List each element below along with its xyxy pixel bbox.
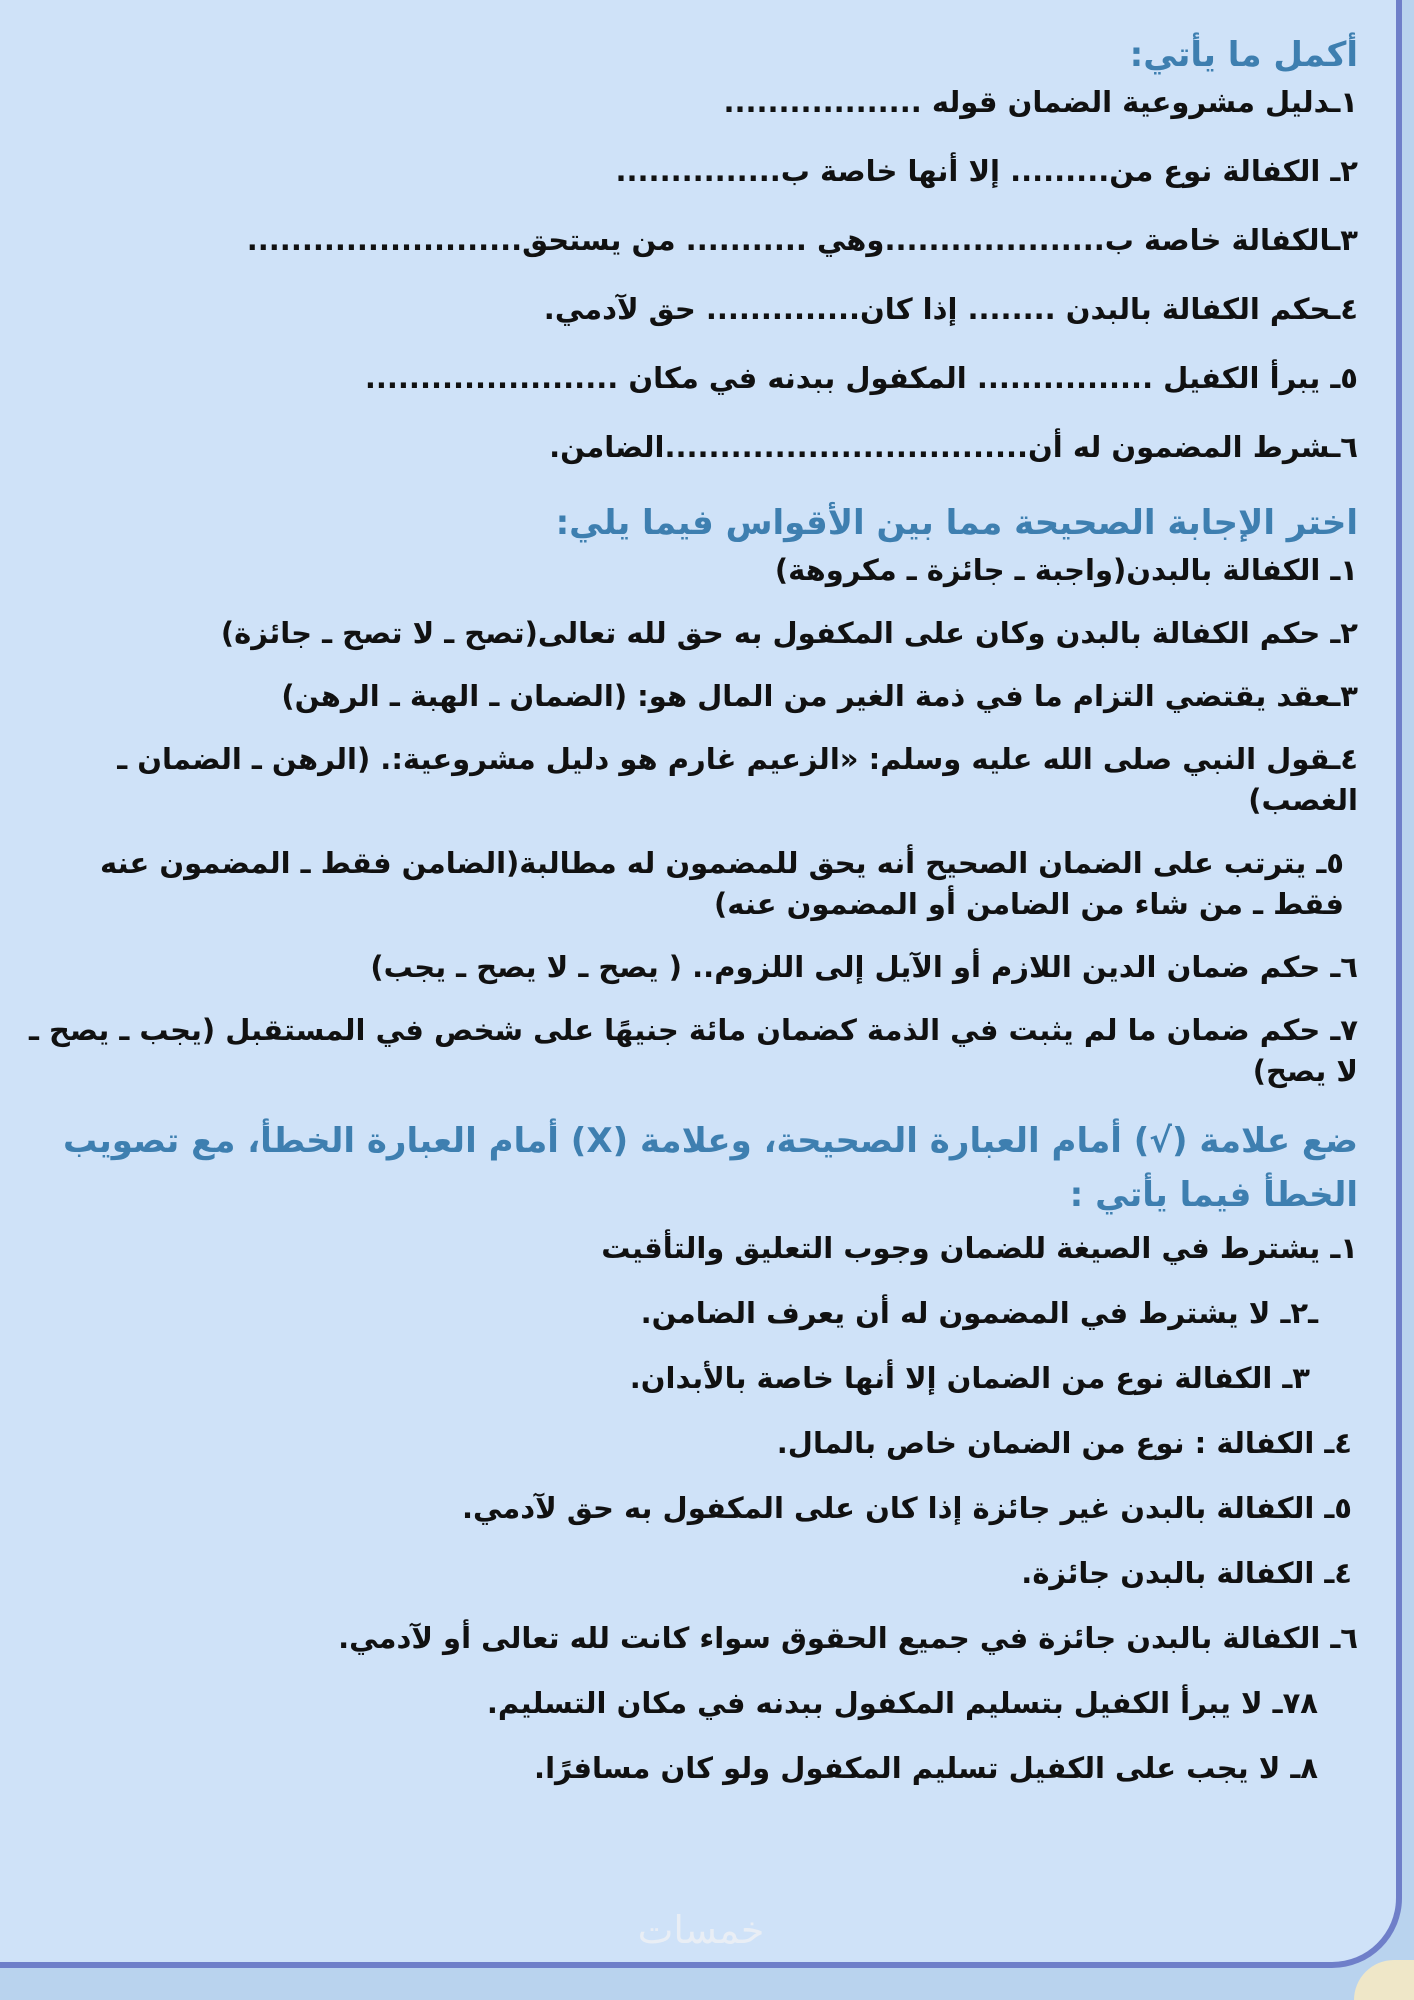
- statement-line: ٤ـ الكفالة بالبدن جائزة.: [1021, 1556, 1352, 1590]
- question-line: ٦ـشرط المضمون له أن.................................الضامن.: [549, 430, 1358, 464]
- watermark-text: خمسات: [637, 1908, 765, 1952]
- question-line: ٤ـحكم الكفالة بالبدن ........ إذا كان.............. حق لآدمي.: [543, 292, 1358, 326]
- question-line: ٣ـعقد يقتضي التزام ما في ذمة الغير من المال هو: (الضمان ـ الهبة ـ الرهن): [281, 679, 1358, 713]
- statement-line: ٥ـ الكفالة بالبدن غير جائزة إذا كان على المكفول به حق لآدمي.: [461, 1491, 1352, 1525]
- statement-line: ٧٨ـ لا يبرأ الكفيل بتسليم المكفول ببدنه في مكان التسليم.: [486, 1686, 1318, 1720]
- section-multiple-choice: [28, 496, 1358, 1092]
- question-line: ٥ـ يبرأ الكفيل ................ المكفول ببدنه في مكان .......................: [364, 361, 1358, 395]
- statement-line: ١ـ يشترط في الصيغة للضمان وجوب التعليق والتأقيت: [601, 1231, 1358, 1265]
- statement-line: ـ٢ـ لا يشترط في المضمون له أن يعرف الضامن.: [640, 1296, 1318, 1330]
- section-heading: ضع علامة (√) أمام العبارة الصحيحة، وعلامة (X) أمام العبارة الخطأ، مع تصويب الخطأ فيما يأتي :: [62, 1121, 1358, 1215]
- question-line: ٣ـالكفالة خاصة ب....................وهي ........... من يستحق.........................: [246, 223, 1358, 257]
- question-line: ٦ـ حكم ضمان الدين اللازم أو الآيل إلى اللزوم.. ( يصح ـ لا يصح ـ يجب): [370, 950, 1358, 984]
- corner-decoration: [1354, 1960, 1414, 2000]
- question-line: ١ـدليل مشروعية الضمان قوله ..................: [723, 85, 1358, 119]
- question-line: ٤ـقول النبي صلى الله عليه وسلم: «الزعيم غارم هو دليل مشروعية:. (الرهن ـ الضمان ـ الغصب): [117, 742, 1358, 817]
- section-true-false: [28, 1114, 1358, 1789]
- section-heading: أكمل ما يأتي:: [1129, 35, 1358, 75]
- worksheet-content: [28, 28, 1358, 1813]
- question-line: ٢ـ حكم الكفالة بالبدن وكان على المكفول به حق لله تعالى(تصح ـ لا تصح ـ جائزة): [220, 616, 1358, 650]
- section-heading: اختر الإجابة الصحيحة مما بين الأقواس فيما يلي:: [555, 503, 1358, 543]
- question-line: ٢ـ الكفالة نوع من......... إلا أنها خاصة ب...............: [615, 154, 1358, 188]
- statement-line: ٣ـ الكفالة نوع من الضمان إلا أنها خاصة بالأبدان.: [629, 1361, 1310, 1395]
- question-line: ٧ـ حكم ضمان ما لم يثبت في الذمة كضمان مائة جنيهًا على شخص في المستقبل (يجب ـ يصح ـ لا يصح): [28, 1013, 1358, 1088]
- statement-line: ٤ـ الكفالة : نوع من الضمان خاص بالمال.: [776, 1426, 1352, 1460]
- statement-line: ٨ـ لا يجب على الكفيل تسليم المكفول ولو كان مسافرًا.: [534, 1751, 1318, 1785]
- question-line: ٥ـ يترتب على الضمان الصحيح أنه يحق للمضمون له مطالبة(الضامن فقط ـ المضمون عنه فقط ـ من شاء من الضامن أو المضمون عنه): [100, 846, 1344, 921]
- question-line: ١ـ الكفالة بالبدن(واجبة ـ جائزة ـ مكروهة): [774, 553, 1358, 587]
- statement-line: ٦ـ الكفالة بالبدن جائزة في جميع الحقوق سواء كانت لله تعالى أو لآدمي.: [338, 1621, 1358, 1655]
- section-complete: [28, 28, 1358, 468]
